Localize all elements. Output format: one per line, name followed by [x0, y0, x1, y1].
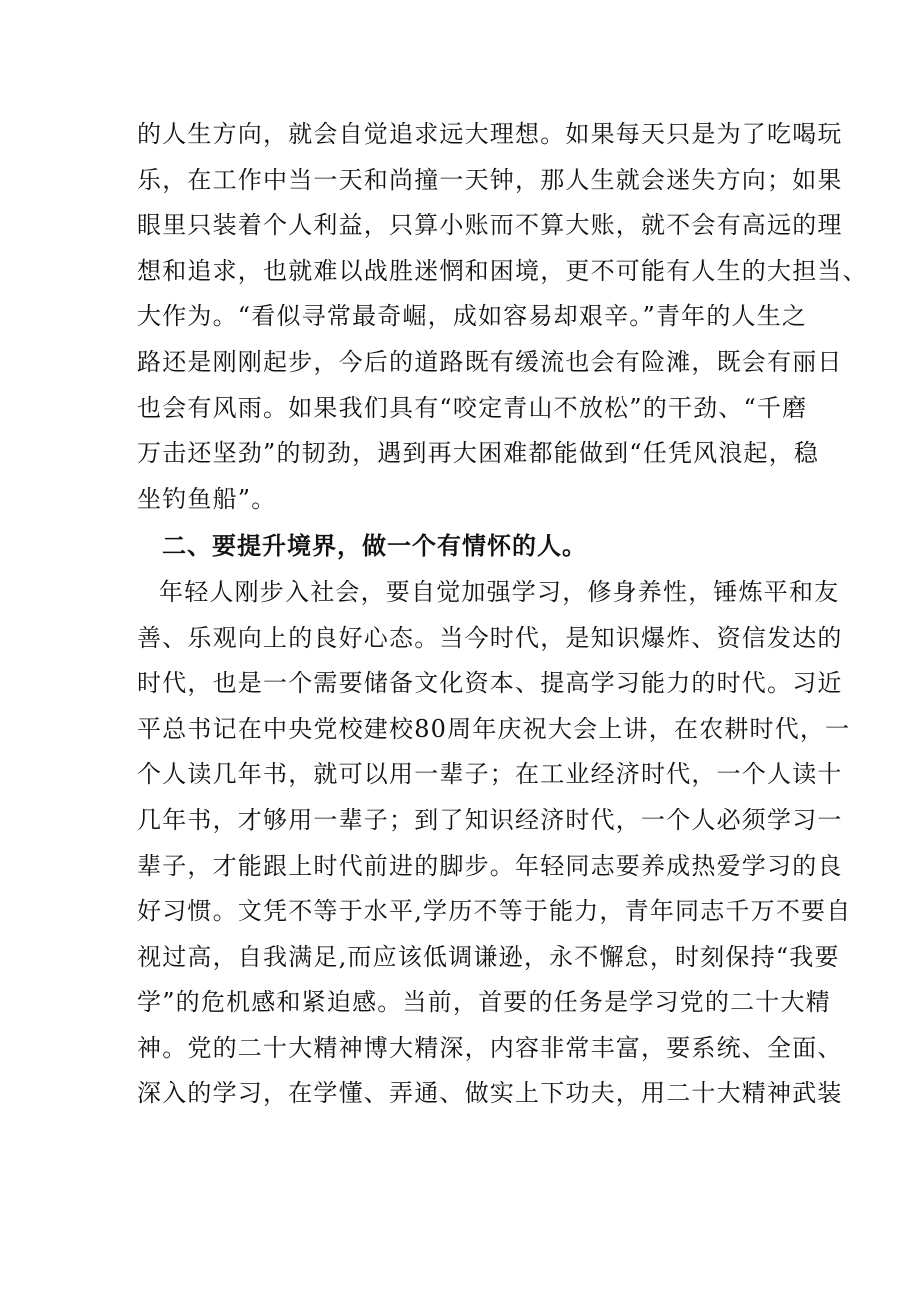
text-line: 视过高，自我满足,而应该低调谦逊，永不懈怠，时刻保持“我要: [137, 942, 840, 971]
text-line: 乐，在工作中当一天和尚撞一天钟，那人生就会迷失方向；如果: [137, 165, 843, 194]
text-line: 学”的危机感和紧迫感。当前，首要的任务是学习党的二十大精: [137, 988, 831, 1017]
text-line: 大作为。“看似寻常最奇崛，成如容易却艰辛。”青年的人生之: [137, 302, 808, 331]
text-line: 坐钓鱼船”。: [137, 484, 277, 513]
text-line: 万击还坚劲”的韧劲，遇到再大困难都能做到“任凭风浪起，稳: [137, 439, 820, 468]
text-line: 几年书，才够用一辈子；到了知识经济时代，一个人必须学习一: [137, 805, 843, 834]
text-line: 路还是刚刚起步，今后的道路既有缓流也会有险滩，既会有丽日: [137, 347, 843, 376]
text-line: 眼里只装着个人利益，只算小账而不算大账，就不会有高远的理: [137, 211, 843, 240]
text-line: 想和追求，也就难以战胜迷惘和困境，更不可能有人生的大担当、: [137, 256, 868, 285]
paragraph-2: [137, 570, 852, 1117]
text-line-first: 年轻人刚步入社会，要自觉加强学习，修身养性，锤炼平和友: [159, 577, 840, 606]
text-line: 好习惯。文凭不等于水平,学历不等于能力，青年同志千万不要自: [137, 897, 852, 926]
section-heading: 二、要提升境界，做一个有情怀的人。: [162, 532, 587, 561]
text-line: 时代，也是一个需要储备文化资本、提高学习能力的时代。习近: [137, 669, 843, 698]
text-line: 的人生方向，就会自觉追求远大理想。如果每天只是为了吃喝玩: [137, 120, 843, 148]
text-line: 深入的学习，在学懂、弄通、做实上下功夫，用二十大精神武装: [137, 1079, 843, 1108]
text-line: 也会有风雨。如果我们具有“咬定青山不放松”的干劲、“千磨: [137, 393, 808, 422]
paragraph-1: [137, 112, 868, 522]
text-line: 善、乐观向上的良好心态。当今时代，是知识爆炸、资信发达的: [137, 623, 843, 652]
text-line: 辈子，才能跟上时代前进的脚步。年轻同志要养成热爱学习的良: [137, 851, 843, 880]
document-body: [137, 112, 868, 1117]
text-line: 个人读几年书，就可以用一辈子；在工业经济时代，一个人读十: [137, 760, 843, 789]
text-line: 平总书记在中央党校建校80周年庆祝大会上讲，在农耕时代，一: [137, 714, 851, 743]
text-line: 神。党的二十大精神博大精深，内容非常丰富，要系统、全面、: [137, 1033, 843, 1062]
